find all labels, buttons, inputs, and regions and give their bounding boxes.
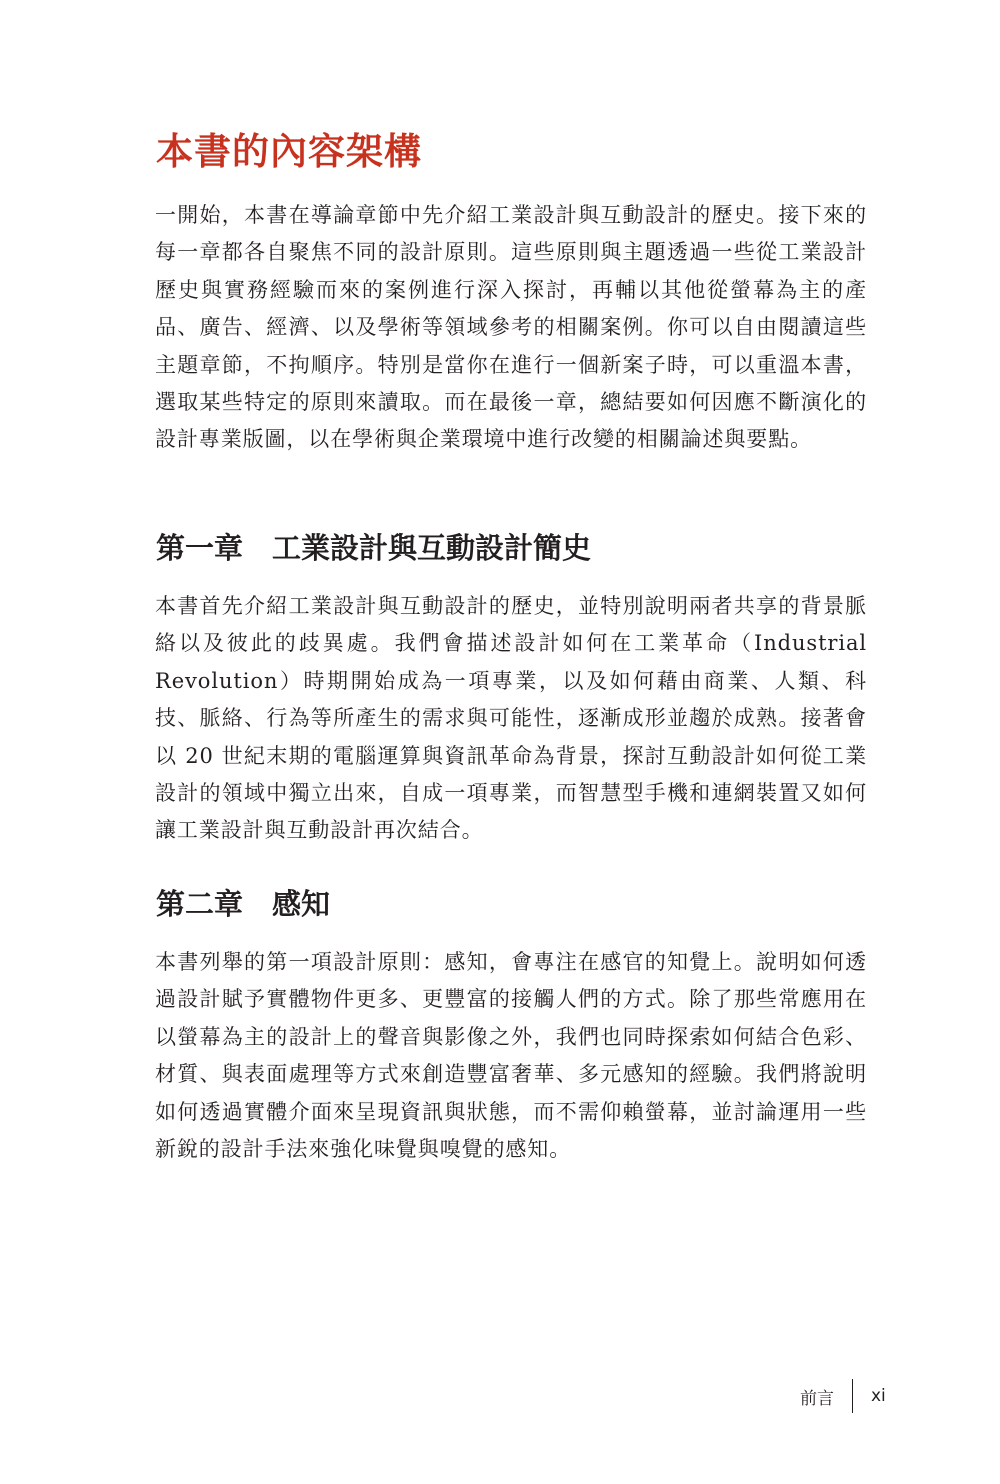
page-title: 本書的內容架構 xyxy=(156,130,422,173)
chapter-1-heading: 第一章 工業設計與互動設計簡史 xyxy=(156,531,592,565)
footer-section-name: 前言 xyxy=(800,1388,834,1409)
chapter-1-paragraph: 本書首先介紹工業設計與互動設計的歷史，並特別說明兩者共享的背景脈絡以及彼此的歧異處。我們會描述設計如何在工業革命（Industrial Revolution）時期開始成為一項專業，以及如何藉由商業、人類、科技、脈絡、行為等所產生的需求與可能性，逐漸成形並趨於成熟。接著會以 20 世紀末期的電腦運算與資訊革命為背景，探討互動設計如何從工業設計的領域中獨立出來，自成一項專業，而智慧型手機和連網裝置又如何讓工業設計與互動設計再次結合。 xyxy=(155,594,867,843)
page-number: xi xyxy=(871,1386,886,1406)
chapter-2-paragraph: 本書列舉的第一項設計原則：感知，會專注在感官的知覺上。說明如何透過設計賦予實體物件更多、更豐富的接觸人們的方式。除了那些常應用在以螢幕為主的設計上的聲音與影像之外，我們也同時探索如何結合色彩、材質、與表面處理等方式來創造豐富奢華、多元感知的經驗。我們將說明如何透過實體介面來呈現資訊與狀態，而不需仰賴螢幕，並討論運用一些新銳的設計手法來強化味覺與嗅覺的感知。 xyxy=(155,950,867,1162)
page-footer xyxy=(800,1378,886,1414)
intro-paragraph: 一開始，本書在導論章節中先介紹工業設計與互動設計的歷史。接下來的每一章都各自聚焦不同的設計原則。這些原則與主題透過一些從工業設計歷史與實務經驗而來的案例進行深入探討，再輔以其他從螢幕為主的產品、廣告、經濟、以及學術等領域參考的相關案例。你可以自由閱讀這些主題章節，不拘順序。特別是當你在進行一個新案子時，可以重溫本書，選取某些特定的原則來讀取。而在最後一章，總結要如何因應不斷演化的設計專業版圖，以在學術與企業環境中進行改變的相關論述與要點。 xyxy=(155,203,867,452)
chapter-2-heading: 第二章 感知 xyxy=(156,887,331,921)
